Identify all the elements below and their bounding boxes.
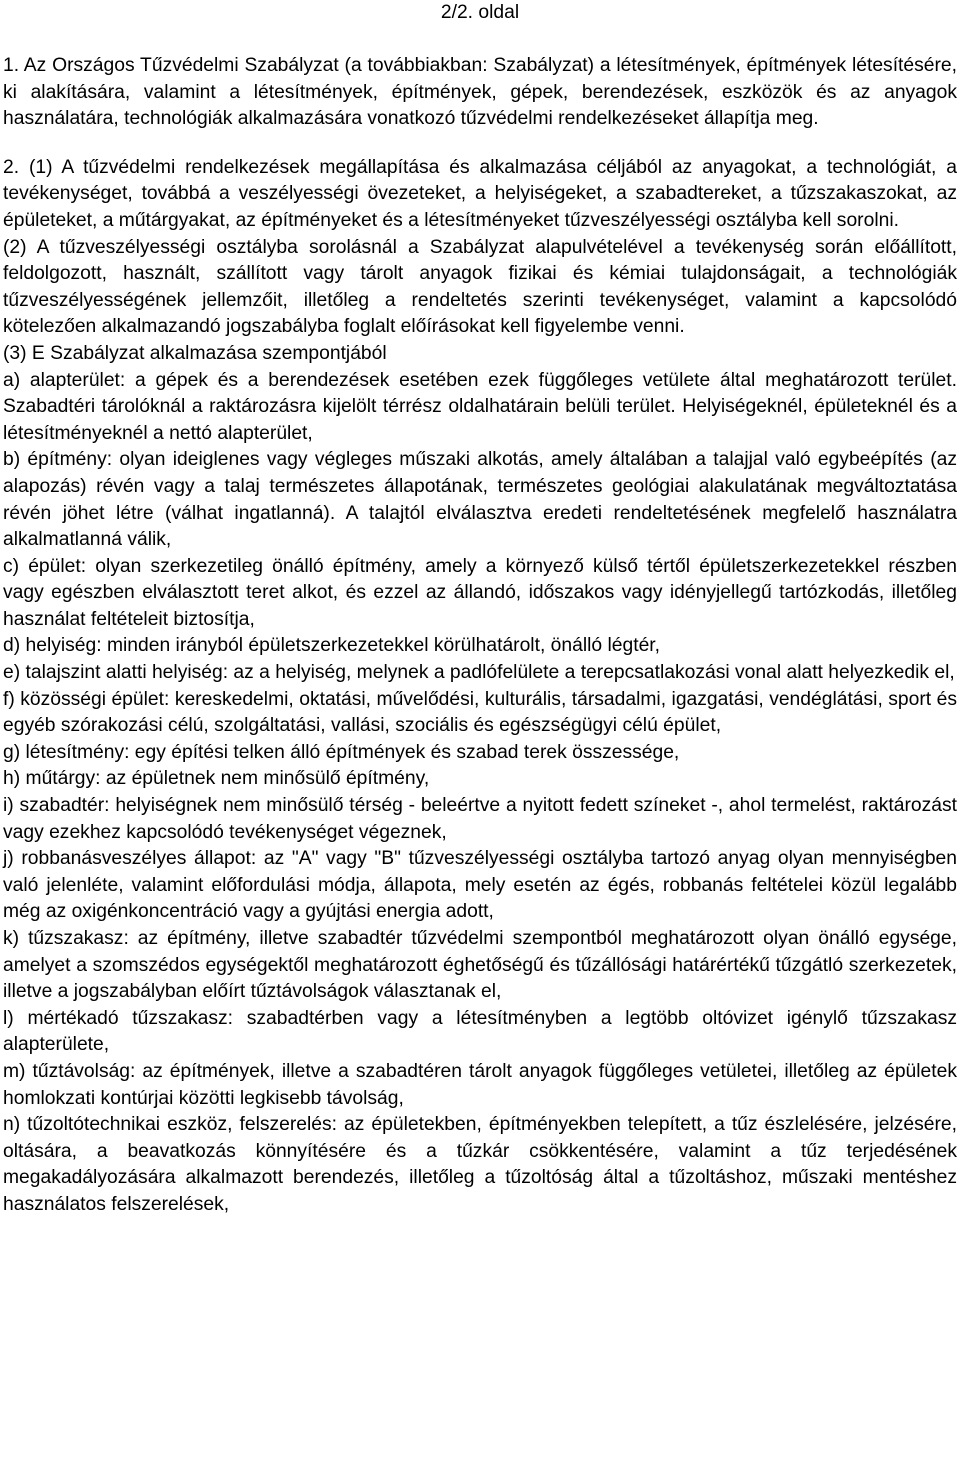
section-2-paragraph-1: 2. (1) A tűzvédelmi rendelkezések megállapítása és alkalmazása céljából az anyagokat, a technológiát, a tevékenységet, továbbá a veszélyességi övezeteket, a helyiségeket, a szabadtereket, a tűzszakaszokat, az épületeket, a műtárgyakat, az építményeket és a létesítményeket tűzveszélyességi osztályba kell sorolni. <box>3 156 957 231</box>
document-page <box>3 0 957 1219</box>
section-gap <box>3 133 957 155</box>
definition-item-l: l) mértékadó tűzszakasz: szabadtérben vagy a létesítményben a legtöbb oltóvizet igénylő tűzszakasz alapterülete, <box>3 1007 957 1056</box>
definition-item-h: h) műtárgy: az épületnek nem minősülő építmény, <box>3 768 430 790</box>
definition-item-j: j) robbanásveszélyes állapot: az "A" vagy "B" tűzveszélyességi osztályba tartozó anyag olyan mennyiségben való jelenléte, valamint előfordulási módja, állapota, mely esetén az égés, robbanás feltételei közül legalább még az oxigénkoncentráció vagy a gyújtási energia adott, <box>3 848 957 923</box>
section-2-paragraph-3: (3) E Szabályzat alkalmazása szempontjából <box>3 342 387 364</box>
definition-item-g: g) létesítmény: egy építési telken álló építmények és szabad terek összessége, <box>3 741 680 763</box>
definition-item-a: a) alapterület: a gépek és a berendezések esetében ezek függőleges vetülete által meghatározott terület. Szabadtéri tárolóknál a raktározásra kijelölt térrész oldalhatárain belüli terület. Helyiségeknél, épületeknél és a létesítményeknél a nettó alapterület, <box>3 369 957 444</box>
definition-item-n: n) tűzoltótechnikai eszköz, felszerelés: az épületekben, építményekben telepített, a tűz észlelésére, jelzésére, oltására, a beavatkozás könnyítésére és a tűzkár csökkentésére, valamint a tűz terjedésének megakadályozására alkalmazott berendezés, illetőleg a tűzoltóság által a tűzoltáshoz, műszaki mentéshez használatos felszerelések, <box>3 1114 957 1215</box>
section-1-paragraph: 1. Az Országos Tűzvédelmi Szabályzat (a továbbiakban: Szabályzat) a létesítmények, építmények létesítésére, ki alakítására, valamint a létesítmények, építmények, gépek, berendezések, eszközök és az anyagok használatára, technológiák alkalmazására vonatkozó tűzvédelmi rendelkezéseket állapítja meg. <box>3 55 957 130</box>
definition-item-d: d) helyiség: minden irányból épületszerkezetekkel körülhatárolt, önálló légtér, <box>3 635 661 657</box>
definition-item-c: c) épület: olyan szerkezetileg önálló építmény, amely a környező külső tértől épületszerkezetekkel részben vagy egészben elválasztott teret alkot, és ezzel az állandó, időszakos vagy idényjellegű tartózkodás, illetőleg használat feltételeit biztosítja, <box>3 555 957 630</box>
definition-item-b: b) építmény: olyan ideiglenes vagy végleges műszaki alkotás, amely általában a talajjal való egybeépítés (az alapozás) révén vagy a talaj természetes állapotának, természetes geológiai alakulatának megváltoztatása révén jöhet létre (válhat ingatlanná). A talajtól elválasztva eredeti rendeltetésének megfelelő használatra alkalmatlanná válik, <box>3 449 957 551</box>
page-number: 2/2. oldal <box>440 2 520 23</box>
definition-item-e: e) talajszint alatti helyiség: az a helyiség, melynek a padlófelülete a terepcsatlakozási vonal alatt helyezkedik el, <box>3 662 955 684</box>
definition-item-m: m) tűztávolság: az építmények, illetve a szabadtéren tárolt anyagok függőleges vetületei, illetőleg az épületek homlokzati kontúrjai közötti legkisebb távolság, <box>3 1060 957 1109</box>
section-2-paragraph-2: (2) A tűzveszélyességi osztályba sorolásnál a Szabályzat alapulvételével a tevékenység során előállított, feldolgozott, használt, szállított vagy tárolt anyagok fizikai és kémiai tulajdonságait, a technológiák tűzveszélyességének jellemzőit, illetőleg a rendeltetés szerinti tevékenységet, valamint a kapcsolódó kötelezően alkalmazandó jogszabályba foglalt előírásokat kell figyelembe venni. <box>3 236 957 338</box>
definition-item-k: k) tűzszakasz: az építmény, illetve szabadtér tűzvédelmi szempontból meghatározott olyan önálló egysége, amelyet a szomszédos egységektől meghatározott éghetőségű és tűzállósági határértékű tűzgátló szerkezetek, illetve a jogszabályban előírt tűztávolságok választanak el, <box>3 928 957 1003</box>
definition-item-f: f) közösségi épület: kereskedelmi, oktatási, művelődési, kulturális, társadalmi, igazgatási, vendéglátási, sport és egyéb szórakozási célú, szolgáltatási, vallási, szociális és egészségügyi célú épület, <box>3 688 957 737</box>
definition-item-i: i) szabadtér: helyiségnek nem minősülő térség - beleértve a nyitott fedett színeket -, ahol termelést, raktározást vagy ezekhez kapcsolódó tevékenységet végeznek, <box>3 795 957 843</box>
